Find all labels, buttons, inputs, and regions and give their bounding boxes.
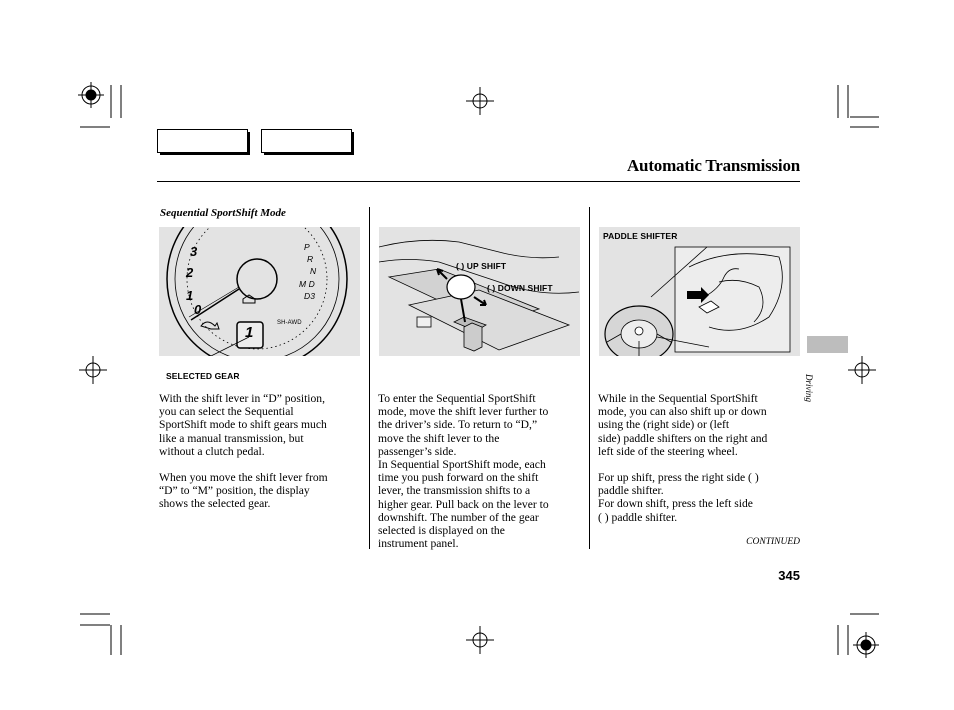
paddle-shifter-illustration bbox=[599, 227, 800, 356]
column-divider-right bbox=[589, 207, 590, 549]
gear-display-digit: 1 bbox=[245, 324, 254, 341]
shift-lever-illustration bbox=[379, 227, 580, 356]
right-column-paragraph-1: While in the Sequential SportShift mode, you can also shift up or down using the (right side) or (left side) paddle shifters on the right and left side of the steering wheel. bbox=[598, 392, 768, 458]
section-subheading: Sequential SportShift Mode bbox=[160, 207, 286, 219]
up-shift-label: ( ) UP SHIFT bbox=[456, 261, 507, 271]
right-column-paragraph-2: For up shift, press the right side ( ) paddle shifter. For down shift, press the left side ( ) paddle shifter. bbox=[598, 471, 759, 524]
paddle-shifter-callout: PADDLE SHIFTER bbox=[603, 231, 678, 241]
nav-box-index[interactable] bbox=[261, 129, 352, 153]
nav-box-main-menu[interactable] bbox=[157, 129, 248, 153]
left-column-paragraph-2: When you move the shift lever from “D” to “M” position, the display shows the selected gear. bbox=[159, 471, 328, 511]
shift-position-n: N bbox=[310, 266, 317, 276]
section-tab-marker bbox=[807, 336, 848, 353]
gauge-illustration bbox=[159, 227, 360, 356]
gauge-number-3: 3 bbox=[190, 244, 198, 259]
middle-column-paragraph: To enter the Sequential SportShift mode, move the shift lever further to the driver’s side. To return to “D,” move the shift lever to the passenger’s side. In Sequential SportShift mode, each time you push forward on the shift lever, the transmission shifts to a higher gear. Pull back on the lever to downshift. The number of the gear selected is displayed on the instrument panel. bbox=[378, 392, 549, 551]
gauge-number-2: 2 bbox=[186, 265, 194, 280]
gauge-number-0: 0 bbox=[194, 302, 202, 317]
column-divider-left bbox=[369, 207, 370, 549]
page-number: 345 bbox=[778, 568, 800, 583]
sh-awd-badge: SH-AWD bbox=[277, 320, 302, 326]
shift-position-r: R bbox=[307, 254, 314, 264]
continued-label: CONTINUED bbox=[746, 537, 800, 547]
down-shift-label: ( ) DOWN SHIFT bbox=[487, 283, 553, 293]
gauge-number-1: 1 bbox=[186, 288, 194, 303]
page-title: Automatic Transmission bbox=[626, 156, 800, 175]
left-column-paragraph-1: With the shift lever in “D” position, you can select the Sequential SportShift mode to shift gears much like a manual transmission, but without a clutch pedal. bbox=[159, 392, 327, 458]
title-rule bbox=[157, 181, 800, 182]
selected-gear-label: SELECTED GEAR bbox=[166, 371, 240, 381]
shift-position-md: M D bbox=[299, 279, 315, 289]
shift-position-d3: D3 bbox=[304, 291, 316, 301]
shift-position-p: P bbox=[304, 242, 310, 252]
section-tab-label: Driving bbox=[804, 374, 814, 402]
